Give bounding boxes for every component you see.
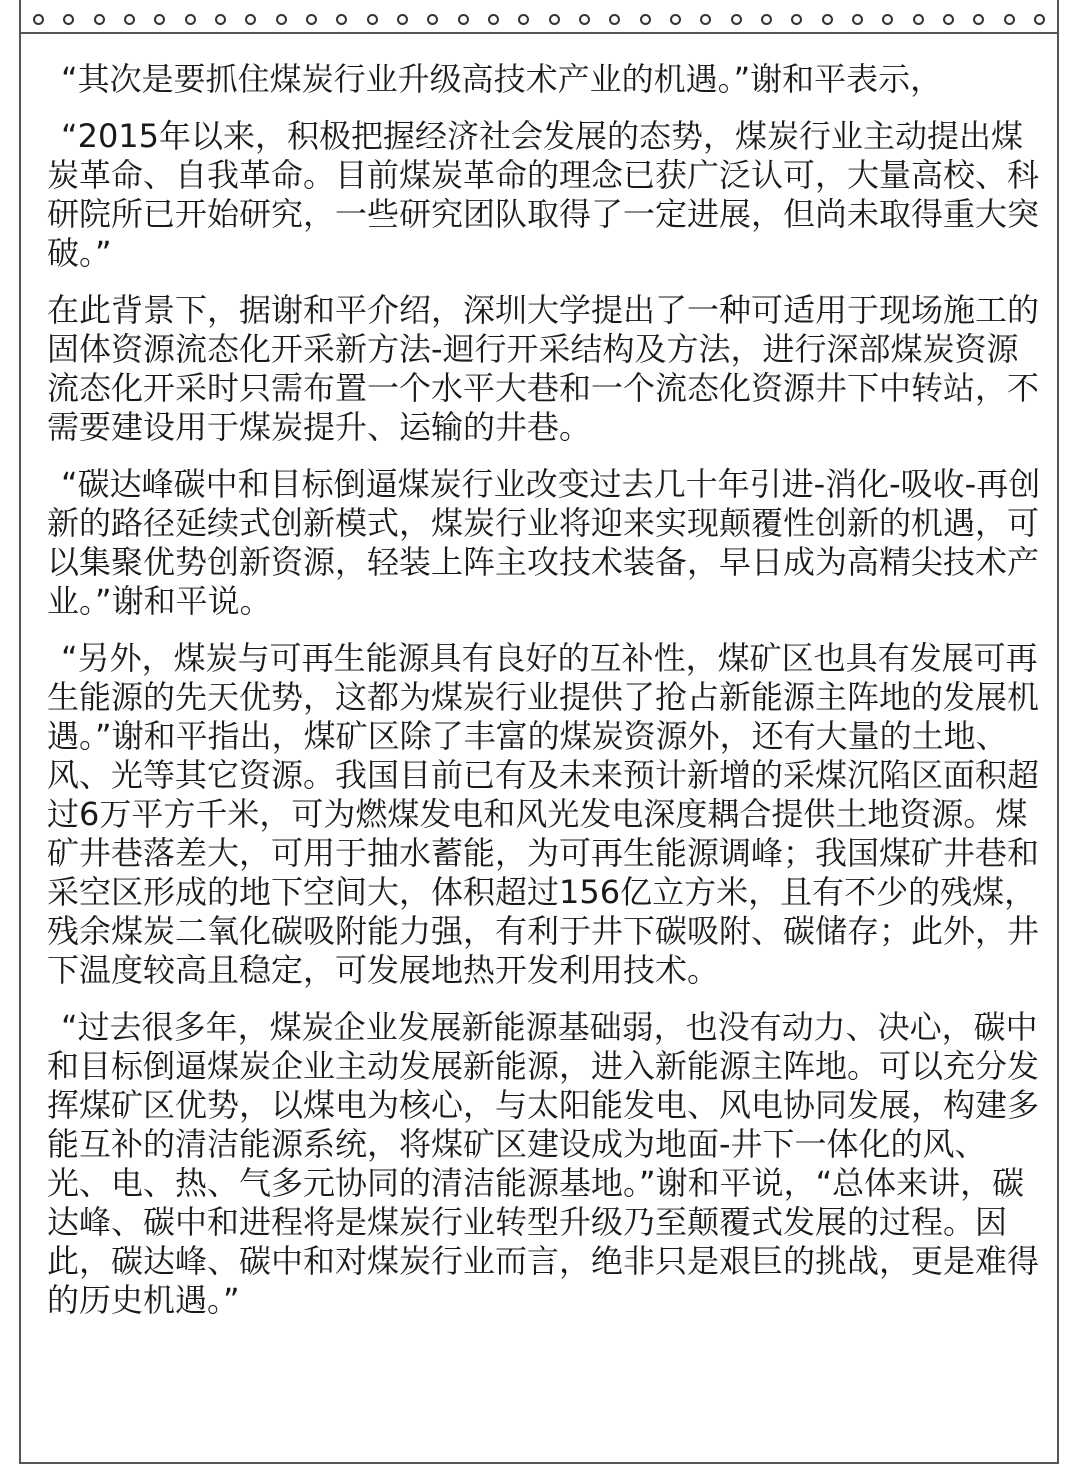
binder-ring-icon [549,14,560,25]
paragraph-4: “碳达峰碳中和目标倒逼煤炭行业改变过去几十年引进-消化-吸收-再创新的路径延续式创新模式，煤炭行业将迎来实现颠覆性创新的机遇，可以集聚优势创新资源，轻装上阵主攻技术装备，早日成为高精尖技术产业。”谢和平说。 [47,465,1041,620]
binder-ring-icon [579,14,590,25]
paragraph-3: 在此背景下，据谢和平介绍，深圳大学提出了一种可适用于现场施工的固体资源流态化开采新方法-迴行开采结构及方法，进行深部煤炭资源流态化开采时只需布置一个水平大巷和一个流态化资源井下中转站，不需要建设用于煤炭提升、运输的井巷。 [47,291,1040,446]
binder-ring-icon [33,14,44,25]
paragraph-2: “2015年以来，积极把握经济社会发展的态势，煤炭行业主动提出煤炭革命、自我革命。目前煤炭革命的理念已获广泛认可，大量高校、科研院所已开始研究，一些研究团队取得了一定进展，但尚未取得重大突破。” [47,117,1040,272]
binder-ring-icon [124,14,135,25]
binder-ring-icon [154,14,165,25]
binder-ring-icon [852,14,863,25]
paragraph-6: “过去很多年，煤炭企业发展新能源基础弱，也没有动力、决心，碳中和目标倒逼煤炭企业主动发展新能源，进入新能源主阵地。可以充分发挥煤矿区优势，以煤电为核心，与太阳能发电、风电协同发展，构建多能互补的清洁能源系统，将煤矿区建设成为地面-井下一体化的风、光、电、热、气多元协同的清洁能源基地。”谢和平说，“总体来讲，碳达峰、碳中和进程将是煤炭行业转型升级乃至颠覆式发展的过程。因此，碳达峰、碳中和对煤炭行业而言，绝非只是艰巨的挑战，更是难得的历史机遇。” [47,1008,1040,1319]
top-rule [19,32,1059,34]
binder-ring-icon [882,14,893,25]
binder-ring-icon [973,14,984,25]
binder-ring-icon [518,14,529,25]
binder-ring-icon [63,14,74,25]
binder-ring-icon [791,14,802,25]
binder-ring-icon [913,14,924,25]
binder-ring-icon [943,14,954,25]
binder-ring-icon [761,14,772,25]
binder-rings [33,10,1045,28]
binder-ring-icon [640,14,651,25]
binder-ring-icon [822,14,833,25]
paragraph-5: “另外，煤炭与可再生能源具有良好的互补性，煤矿区也具有发展可再生能源的先天优势，这都为煤炭行业提供了抢占新能源主阵地的发展机遇。”谢和平指出，煤矿区除了丰富的煤炭资源外，还有大量的土地、风、光等其它资源。我国目前已有及未来预计新增的采煤沉陷区面积超过6万平方千米，可为燃煤发电和风光发电深度耦合提供土地资源。煤矿井巷落差大，可用于抽水蓄能，为可再生能源调峰；我国煤矿井巷和采空区形成的地下空间大，体积超过156亿立方米，且有不少的残煤，残余煤炭二氧化碳吸附能力强，有利于井下碳吸附、碳储存；此外，井下温度较高且稳定，可发展地热开发利用技术。 [47,639,1040,989]
binder-ring-icon [488,14,499,25]
binder-ring-icon [336,14,347,25]
paragraph-1: “其次是要抓住煤炭行业升级高技术产业的机遇。”谢和平表示， [61,60,943,98]
binder-ring-icon [700,14,711,25]
binder-ring-icon [670,14,681,25]
binder-ring-icon [1004,14,1015,25]
binder-ring-icon [276,14,287,25]
article-body [47,60,1042,1338]
binder-ring-icon [94,14,105,25]
binder-ring-icon [397,14,408,25]
binder-ring-icon [458,14,469,25]
binder-ring-icon [215,14,226,25]
binder-ring-icon [185,14,196,25]
binder-ring-icon [245,14,256,25]
binder-ring-icon [731,14,742,25]
binder-ring-icon [427,14,438,25]
binder-ring-icon [1034,14,1045,25]
binder-ring-icon [609,14,620,25]
binder-ring-icon [306,14,317,25]
binder-ring-icon [367,14,378,25]
